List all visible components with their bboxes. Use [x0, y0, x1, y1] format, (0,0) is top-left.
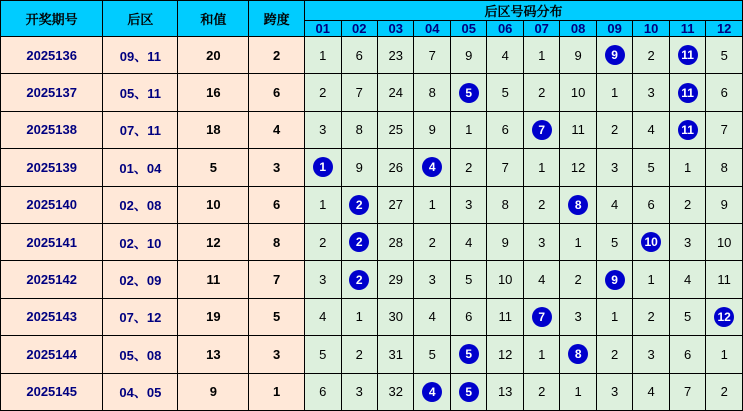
- row-span: 3: [249, 149, 305, 186]
- distribution-cell: [633, 223, 669, 260]
- table-row: [1, 261, 743, 298]
- distribution-cell: 4: [633, 373, 669, 410]
- distribution-cell: [669, 74, 705, 111]
- distribution-cell: 2: [669, 186, 705, 223]
- row-sum: 5: [178, 149, 249, 186]
- row-span: 1: [249, 373, 305, 410]
- distribution-cell: 2: [450, 149, 486, 186]
- distribution-cell: 7: [341, 74, 377, 111]
- row-issue: 2025137: [1, 74, 103, 111]
- distribution-cell: 2: [596, 111, 632, 148]
- distribution-cell: 2: [523, 186, 559, 223]
- row-sum: 19: [178, 298, 249, 335]
- distribution-cell: 2: [596, 336, 632, 373]
- header-number-08: 08: [560, 21, 596, 37]
- hit-ball: 11: [678, 83, 698, 103]
- distribution-cell: 7: [414, 37, 450, 74]
- distribution-cell: 7: [669, 373, 705, 410]
- row-span: 5: [249, 298, 305, 335]
- hit-ball: 4: [422, 382, 442, 402]
- distribution-cell: 3: [305, 111, 341, 148]
- distribution-cell: 5: [669, 298, 705, 335]
- row-back-zone: 02、09: [103, 261, 178, 298]
- row-sum: 9: [178, 373, 249, 410]
- header-number-06: 06: [487, 21, 523, 37]
- distribution-cell: 3: [450, 186, 486, 223]
- row-span: 2: [249, 37, 305, 74]
- hit-ball: 11: [678, 120, 698, 140]
- distribution-cell: 4: [487, 37, 523, 74]
- distribution-cell: 3: [305, 261, 341, 298]
- distribution-cell: [341, 261, 377, 298]
- header-number-01: 01: [305, 21, 341, 37]
- distribution-cell: 7: [487, 149, 523, 186]
- distribution-cell: 13: [487, 373, 523, 410]
- header-number-12: 12: [706, 21, 743, 37]
- hit-ball: 4: [422, 157, 442, 177]
- distribution-cell: 5: [305, 336, 341, 373]
- table-row: [1, 223, 743, 260]
- hit-ball: 11: [678, 45, 698, 65]
- hit-ball: 2: [349, 270, 369, 290]
- header-number-11: 11: [669, 21, 705, 37]
- row-issue: 2025141: [1, 223, 103, 260]
- table-row: [1, 298, 743, 335]
- row-back-zone: 04、05: [103, 373, 178, 410]
- distribution-cell: 4: [305, 298, 341, 335]
- distribution-cell: 1: [596, 74, 632, 111]
- distribution-cell: [414, 149, 450, 186]
- distribution-cell: 1: [706, 336, 743, 373]
- distribution-cell: 12: [487, 336, 523, 373]
- distribution-cell: 31: [378, 336, 414, 373]
- hit-ball: 7: [532, 120, 552, 140]
- distribution-cell: [706, 298, 743, 335]
- row-sum: 13: [178, 336, 249, 373]
- distribution-cell: 3: [669, 223, 705, 260]
- distribution-cell: 10: [706, 223, 743, 260]
- row-issue: 2025144: [1, 336, 103, 373]
- row-sum: 10: [178, 186, 249, 223]
- distribution-cell: [560, 186, 596, 223]
- row-span: 8: [249, 223, 305, 260]
- distribution-cell: 3: [414, 261, 450, 298]
- distribution-cell: 6: [633, 186, 669, 223]
- distribution-cell: 5: [633, 149, 669, 186]
- header-number-10: 10: [633, 21, 669, 37]
- row-sum: 16: [178, 74, 249, 111]
- distribution-cell: 6: [341, 37, 377, 74]
- header-number-03: 03: [378, 21, 414, 37]
- header-sum: 和值: [178, 1, 249, 37]
- table-row: [1, 37, 743, 74]
- distribution-cell: [523, 298, 559, 335]
- distribution-cell: 4: [633, 111, 669, 148]
- distribution-cell: 10: [560, 74, 596, 111]
- distribution-cell: 2: [341, 336, 377, 373]
- distribution-cell: 3: [633, 74, 669, 111]
- header-number-05: 05: [450, 21, 486, 37]
- hit-ball: 1: [313, 157, 333, 177]
- distribution-cell: [669, 111, 705, 148]
- row-issue: 2025140: [1, 186, 103, 223]
- row-sum: 20: [178, 37, 249, 74]
- distribution-cell: 3: [596, 373, 632, 410]
- distribution-cell: 5: [596, 223, 632, 260]
- distribution-cell: 6: [669, 336, 705, 373]
- distribution-cell: 1: [523, 37, 559, 74]
- distribution-cell: 2: [523, 74, 559, 111]
- distribution-cell: 2: [305, 74, 341, 111]
- header-number-02: 02: [341, 21, 377, 37]
- distribution-cell: 26: [378, 149, 414, 186]
- distribution-cell: 5: [706, 37, 743, 74]
- hit-ball: 2: [349, 195, 369, 215]
- header-number-07: 07: [523, 21, 559, 37]
- distribution-cell: 4: [523, 261, 559, 298]
- hit-ball: 12: [714, 307, 734, 327]
- distribution-cell: 1: [633, 261, 669, 298]
- distribution-cell: 1: [341, 298, 377, 335]
- distribution-cell: 9: [487, 223, 523, 260]
- distribution-cell: [596, 37, 632, 74]
- distribution-cell: 1: [523, 336, 559, 373]
- distribution-cell: [341, 186, 377, 223]
- distribution-cell: 2: [633, 37, 669, 74]
- distribution-cell: 3: [341, 373, 377, 410]
- distribution-cell: 3: [633, 336, 669, 373]
- distribution-cell: 4: [450, 223, 486, 260]
- header-distribution-title: 后区号码分布: [305, 1, 743, 21]
- distribution-cell: 23: [378, 37, 414, 74]
- table-row: [1, 111, 743, 148]
- row-issue: 2025139: [1, 149, 103, 186]
- distribution-cell: 27: [378, 186, 414, 223]
- distribution-cell: 1: [560, 373, 596, 410]
- distribution-cell: 2: [305, 223, 341, 260]
- row-span: 4: [249, 111, 305, 148]
- distribution-cell: 12: [560, 149, 596, 186]
- distribution-cell: 1: [305, 186, 341, 223]
- distribution-cell: 5: [450, 261, 486, 298]
- distribution-cell: 3: [560, 298, 596, 335]
- distribution-cell: 4: [414, 298, 450, 335]
- distribution-cell: 6: [305, 373, 341, 410]
- hit-ball: 9: [605, 270, 625, 290]
- distribution-cell: 8: [414, 74, 450, 111]
- distribution-cell: 7: [706, 111, 743, 148]
- distribution-cell: [669, 37, 705, 74]
- distribution-cell: 1: [450, 111, 486, 148]
- distribution-cell: 3: [596, 149, 632, 186]
- header-row-top: [1, 1, 743, 21]
- distribution-cell: 30: [378, 298, 414, 335]
- table-row: [1, 336, 743, 373]
- distribution-cell: 25: [378, 111, 414, 148]
- distribution-cell: [450, 336, 486, 373]
- hit-ball: 5: [459, 344, 479, 364]
- distribution-cell: 28: [378, 223, 414, 260]
- distribution-cell: [450, 74, 486, 111]
- distribution-cell: 6: [706, 74, 743, 111]
- row-issue: 2025143: [1, 298, 103, 335]
- row-back-zone: 07、11: [103, 111, 178, 148]
- row-span: 6: [249, 74, 305, 111]
- distribution-cell: [414, 373, 450, 410]
- row-back-zone: 05、11: [103, 74, 178, 111]
- hit-ball: 8: [568, 344, 588, 364]
- header-number-09: 09: [596, 21, 632, 37]
- row-span: 3: [249, 336, 305, 373]
- distribution-cell: 8: [341, 111, 377, 148]
- distribution-cell: 32: [378, 373, 414, 410]
- row-sum: 12: [178, 223, 249, 260]
- row-back-zone: 01、04: [103, 149, 178, 186]
- distribution-cell: 4: [596, 186, 632, 223]
- hit-ball: 7: [532, 307, 552, 327]
- distribution-cell: 9: [341, 149, 377, 186]
- row-back-zone: 02、10: [103, 223, 178, 260]
- distribution-cell: 11: [706, 261, 743, 298]
- distribution-cell: 1: [523, 149, 559, 186]
- distribution-cell: 2: [523, 373, 559, 410]
- distribution-cell: 29: [378, 261, 414, 298]
- distribution-cell: 3: [523, 223, 559, 260]
- table-row: [1, 186, 743, 223]
- row-issue: 2025145: [1, 373, 103, 410]
- row-span: 7: [249, 261, 305, 298]
- table-row: [1, 149, 743, 186]
- row-sum: 11: [178, 261, 249, 298]
- row-sum: 18: [178, 111, 249, 148]
- distribution-cell: 9: [560, 37, 596, 74]
- header-number-04: 04: [414, 21, 450, 37]
- row-issue: 2025142: [1, 261, 103, 298]
- distribution-cell: 11: [560, 111, 596, 148]
- hit-ball: 10: [641, 232, 661, 252]
- distribution-cell: 6: [487, 111, 523, 148]
- distribution-cell: 5: [414, 336, 450, 373]
- distribution-cell: 9: [450, 37, 486, 74]
- distribution-cell: 6: [450, 298, 486, 335]
- distribution-cell: 1: [560, 223, 596, 260]
- table-row: [1, 373, 743, 410]
- hit-ball: 2: [349, 232, 369, 252]
- distribution-cell: 1: [596, 298, 632, 335]
- distribution-cell: 5: [487, 74, 523, 111]
- row-back-zone: 05、08: [103, 336, 178, 373]
- distribution-cell: 4: [669, 261, 705, 298]
- row-issue: 2025136: [1, 37, 103, 74]
- row-back-zone: 09、11: [103, 37, 178, 74]
- distribution-cell: [341, 223, 377, 260]
- header-back-zone: 后区: [103, 1, 178, 37]
- header-span: 跨度: [249, 1, 305, 37]
- row-back-zone: 02、08: [103, 186, 178, 223]
- row-span: 6: [249, 186, 305, 223]
- distribution-cell: 1: [305, 37, 341, 74]
- distribution-cell: 2: [633, 298, 669, 335]
- hit-ball: 9: [605, 45, 625, 65]
- table-row: [1, 74, 743, 111]
- distribution-cell: [560, 336, 596, 373]
- hit-ball: 5: [459, 83, 479, 103]
- distribution-cell: 8: [487, 186, 523, 223]
- distribution-cell: 11: [487, 298, 523, 335]
- distribution-cell: 9: [414, 111, 450, 148]
- distribution-cell: 1: [669, 149, 705, 186]
- distribution-cell: 2: [706, 373, 743, 410]
- row-issue: 2025138: [1, 111, 103, 148]
- header-issue: 开奖期号: [1, 1, 103, 37]
- distribution-cell: [450, 373, 486, 410]
- distribution-cell: [305, 149, 341, 186]
- distribution-cell: [596, 261, 632, 298]
- distribution-cell: 10: [487, 261, 523, 298]
- table-body: [1, 37, 743, 411]
- distribution-cell: 1: [414, 186, 450, 223]
- distribution-cell: 2: [414, 223, 450, 260]
- distribution-cell: 2: [560, 261, 596, 298]
- distribution-cell: 24: [378, 74, 414, 111]
- distribution-cell: 9: [706, 186, 743, 223]
- distribution-cell: 8: [706, 149, 743, 186]
- distribution-cell: [523, 111, 559, 148]
- hit-ball: 5: [459, 382, 479, 402]
- row-back-zone: 07、12: [103, 298, 178, 335]
- hit-ball: 8: [568, 195, 588, 215]
